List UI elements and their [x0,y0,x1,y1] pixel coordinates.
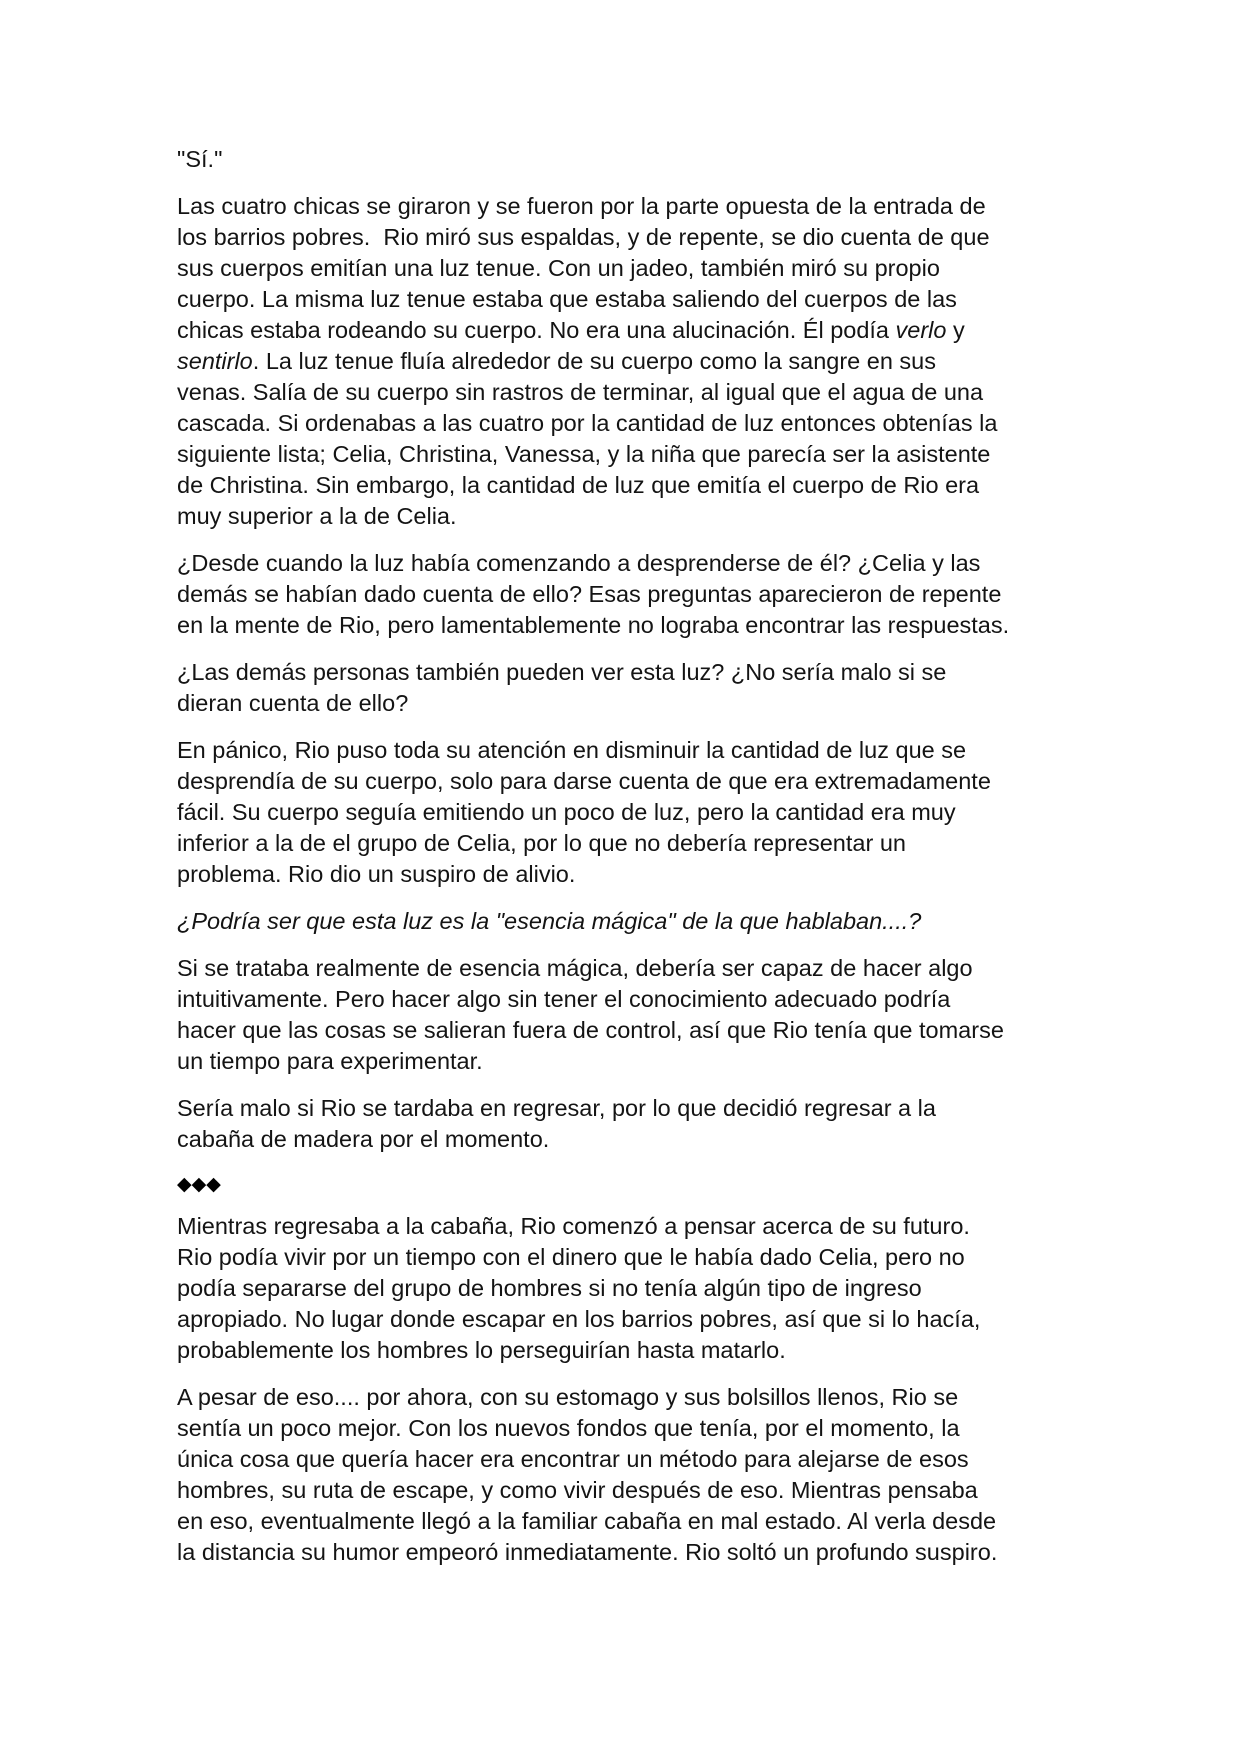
text-line: muy superior a la de Celia. [177,503,457,529]
text-line: inferior a la de el grupo de Celia, por lo que no debería representar un [177,830,906,856]
paragraph-9 [177,1382,1077,1568]
text-line: ¿Las demás personas también pueden ver esta luz? ¿No sería malo si se [177,659,947,685]
text-fragment: chicas estaba rodeando su cuerpo. No era una alucinación. Él podía [177,317,896,343]
emphasis-text: verlo [895,317,947,343]
text-line: probablemente los hombres lo perseguirían hasta matarlo. [177,1337,786,1363]
scene-separator [177,1171,1077,1199]
paragraph-8 [177,1211,1077,1366]
text-line: demás se habían dado cuenta de ello? Esas preguntas aparecieron de repente [177,581,1002,607]
text-line: ¿Desde cuando la luz había comenzando a desprenderse de él? ¿Celia y las [177,550,981,576]
text-line: apropiado. No lugar donde escapar en los barrios pobres, así que si lo hacía, [177,1306,981,1332]
paragraph-5-thought [177,906,1077,937]
text-line: sentía un poco mejor. Con los nuevos fondos que tenía, por el momento, la [177,1415,960,1441]
text-line: cabaña de madera por el momento. [177,1126,550,1152]
text-line: intuitivamente. Pero hacer algo sin tener el conocimiento adecuado podría [177,986,951,1012]
paragraph-7 [177,1093,1077,1155]
text-line [177,315,1077,346]
text-line: un tiempo para experimentar. [177,1048,483,1074]
diamond-icon: ◆◆◆ [177,1174,221,1195]
text-line: "Sí." [177,146,223,172]
text-line: En pánico, Rio puso toda su atención en disminuir la cantidad de luz que se [177,737,967,763]
text-line: la distancia su humor empeoró inmediatamente. Rio soltó un profundo suspiro. [177,1539,998,1565]
text-line: venas. Salía de su cuerpo sin rastros de terminar, al igual que el agua de una [177,379,984,405]
text-line: Mientras regresaba a la cabaña, Rio comenzó a pensar acerca de su futuro. [177,1213,970,1239]
text-line: siguiente lista; Celia, Christina, Vanessa, y la niña que parecía ser la asistente [177,441,991,467]
text-line: podía separarse del grupo de hombres si no tenía algún tipo de ingreso [177,1275,922,1301]
paragraph-1 [177,191,1077,532]
opening-line [177,144,1077,175]
document-page [177,144,1077,1584]
text-fragment: y [946,317,965,343]
text-line: cuerpo. La misma luz tenue estaba que estaba saliendo del cuerpos de las [177,286,957,312]
text-line: A pesar de eso.... por ahora, con su estomago y sus bolsillos llenos, Rio se [177,1384,959,1410]
text-line: desprendía de su cuerpo, solo para darse cuenta de que era extremadamente [177,768,991,794]
text-line: Si se trataba realmente de esencia mágica, debería ser capaz de hacer algo [177,955,973,981]
paragraph-6 [177,953,1077,1077]
text-line: ¿Podría ser que esta luz es la "esencia mágica" de la que hablaban....? [177,908,922,934]
text-line: hacer que las cosas se salieran fuera de control, así que Rio tenía que tomarse [177,1017,1004,1043]
paragraph-4 [177,735,1077,890]
emphasis-text: sentirlo [177,348,253,374]
paragraph-3 [177,657,1077,719]
text-line: Las cuatro chicas se giraron y se fueron por la parte opuesta de la entrada de [177,193,986,219]
text-line: fácil. Su cuerpo seguía emitiendo un poco de luz, pero la cantidad era muy [177,799,956,825]
text-line: dieran cuenta de ello? [177,690,409,716]
text-line: hombres, su ruta de escape, y como vivir después de eso. Mientras pensaba [177,1477,978,1503]
text-line: los barrios pobres. Rio miró sus espaldas, y de repente, se dio cuenta de que [177,224,990,250]
text-line: de Christina. Sin embargo, la cantidad de luz que emitía el cuerpo de Rio era [177,472,980,498]
paragraph-2 [177,548,1077,641]
text-line: única cosa que quería hacer era encontrar un método para alejarse de esos [177,1446,969,1472]
text-line: problema. Rio dio un suspiro de alivio. [177,861,576,887]
text-line: en la mente de Rio, pero lamentablemente no lograba encontrar las respuestas. [177,612,1010,638]
text-line: Rio podía vivir por un tiempo con el dinero que le había dado Celia, pero no [177,1244,965,1270]
text-line: cascada. Si ordenabas a las cuatro por la cantidad de luz entonces obtenías la [177,410,998,436]
text-line: Sería malo si Rio se tardaba en regresar, por lo que decidió regresar a la [177,1095,936,1121]
text-line: en eso, eventualmente llegó a la familiar cabaña en mal estado. Al verla desde [177,1508,997,1534]
text-fragment: . La luz tenue fluía alrededor de su cuerpo como la sangre en sus [252,348,936,374]
text-line [177,346,1077,377]
text-line: sus cuerpos emitían una luz tenue. Con un jadeo, también miró su propio [177,255,940,281]
